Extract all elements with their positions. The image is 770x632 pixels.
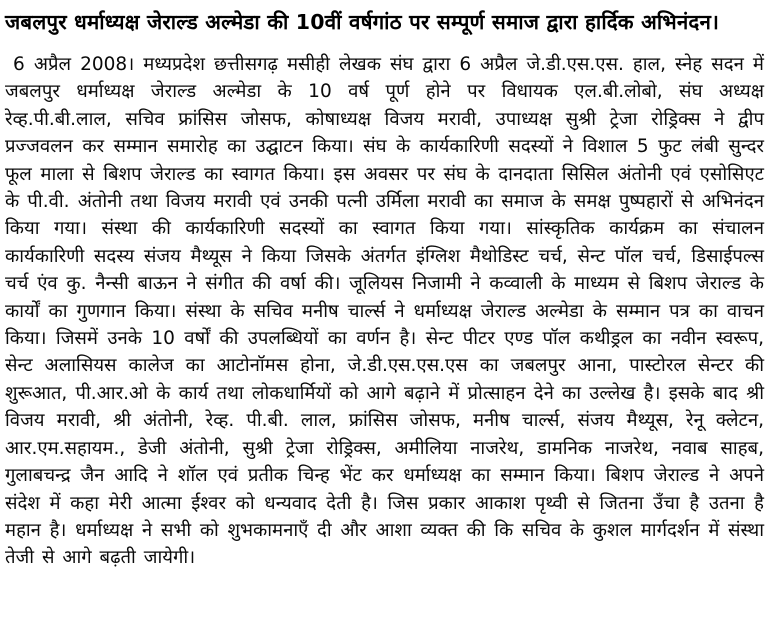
article-body: 6 अप्रैल 2008। मध्यप्रदेश छत्तीसगढ़ मसीही लेखक संघ द्वारा 6 अप्रैल जे.डी.एस.एस. हाल, स्नेह सदन में जबलपुर धर्माध्यक्ष जेराल्ड अल्मेडा के 10 वर्ष पूर्ण होने पर विधायक एल.बी.लोबो, संघ अध्यक्ष रेव्ह.पी.बी.लाल, सचिव फ्रांसिस जोसफ, कोषाध्यक्ष विजय मरावी, उपाध्यक्ष सुश्री ट्रेजा रोड्रिक्स ने द्वीप प्रज्जवलन कर सम्मान समारोह का उद्घाटन किया। संघ के कार्यकारिणी सदस्यों ने विशाल 5 फुट लंबी सुन्दर फूल माला से बिशप जेराल्ड का स्वागत किया। इस अवसर पर संघ के दानदाता सिसिल अंतोनी एवं एसोसिएट के पी.वी. अंतोनी तथा विजय मरावी एवं उनकी पत्नी उर्मिला मरावी का समाज के समक्ष पुष्पहारों से अभिनंदन किया गया। संस्था की कार्यकारिणी सदस्यों का स्वागत किया गया। सांस्कृतिक कार्यक्रम का संचालन कार्यकारिणी सदस्य संजय मैथ्यूस ने किया जिसके अंतर्गत इंग्लिश मैथोडिस्ट चर्च, सेन्ट पॉल चर्च, डिसाईपल्स चर्च एंव कु. नैन्सी बाऊन ने संगीत की वर्षा की। जूलियस निजामी ने कव्वाली के माध्यम से बिशप जेराल्ड के कार्यों का गुणगान किया। संस्था के सचिव मनीष चार्ल्स ने धर्माध्यक्ष जेराल्ड अल्मेडा के सम्मान पत्र का वाचन किया। जिसमें उनके 10 वर्षों की उपलब्धियों का वर्णन है। सेन्ट पीटर एण्ड पॉल कथीड्रल का नवीन स्वरूप, सेन्ट अलासियस कालेज का आटोनॉमस होना, जे.डी.एस.एस.एस का जबलपुर आना, पास्टोरल सेन्टर की शुरूआत, पी.आर.ओ के कार्य तथा लोकधार्मियों को आगे बढ़ाने में प्रोत्साहन देने का उल्लेख है। इसके बाद श्री विजय मरावी, श्री अंतोनी, रेव्ह. पी.बी. लाल, फ्रांसिस जोसफ, मनीष चार्ल्स, संजय मैथ्यूस, रेनू क्लेटन, आर.एम.सहायम., डेजी अंतोनी, सुश्री ट्रेजा रोड्रिक्स, अमीलिया नाजरेथ, डामनिक नाजरेथ, नवाब साहब, गुलाबचन्द्र जैन आदि ने शॉल एवं प्रतीक चिन्ह भेंट कर धर्माध्यक्ष का सम्मान किया। बिशप जेराल्ड ने अपने संदेश में कहा मेरी आत्मा ईश्वर को धन्यवाद देती है। जिस प्रकार आकाश पृथ्वी से जितना उँचा है उतना है महान है। धर्माध्यक्ष ने सभी को शुभकामनाएँ दी और आशा व्यक्त की कि सचिव के कुशल मार्गदर्शन में संस्था तेजी से आगे बढ़ती जायेगी। [5,54,764,569]
article-headline: जबलपुर धर्माध्यक्ष जेराल्ड अल्मेडा की 10वीं वर्षगांठ पर सम्पूर्ण समाज द्वारा हार्दिक अभिनंदन। [5,10,720,34]
